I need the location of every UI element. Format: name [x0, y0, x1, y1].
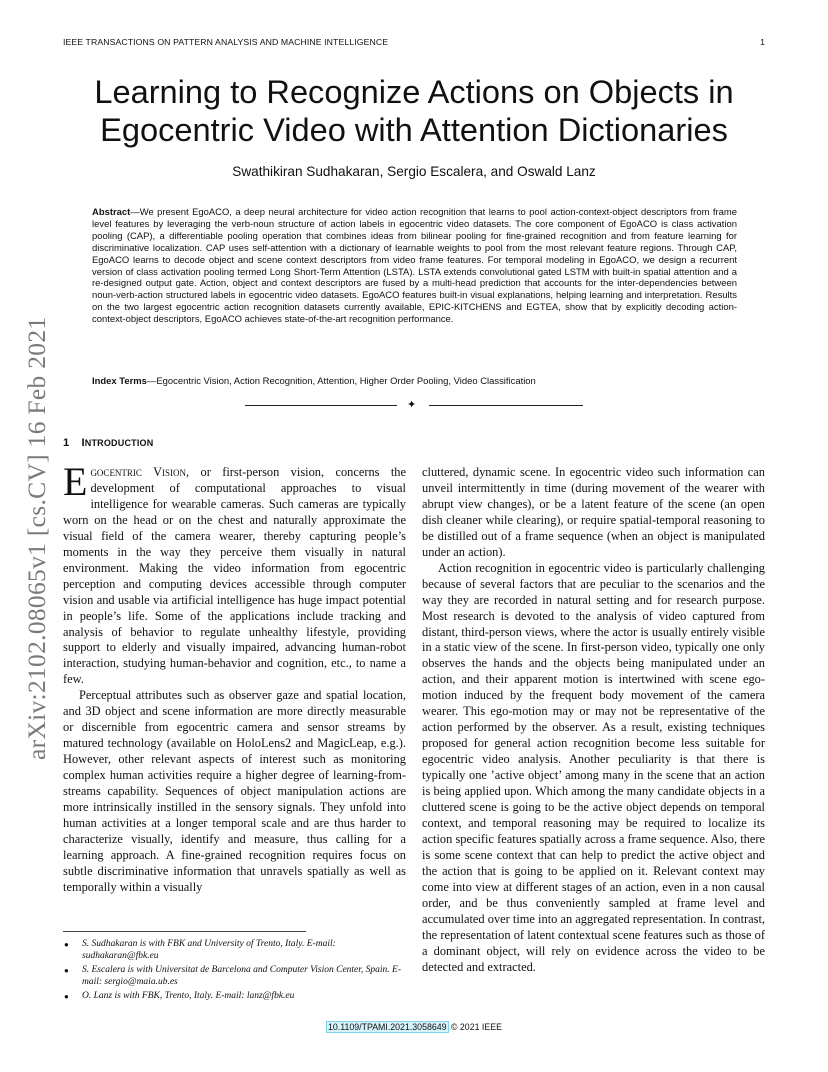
- divider-line-right: [429, 405, 583, 406]
- right-column: [422, 465, 765, 976]
- paragraph-2-continued: cluttered, dynamic scene. In egocentric video such information can unveil intermittently in time (during movement of the wearer with abrupt view changes), or be a latent feature of the scene (an open dish cleaner while clearing), or require spatial-temporal reasoning to be distilled out of a frame sequence (when an object is manipulated under an action).: [422, 465, 765, 559]
- section-heading: [63, 437, 153, 449]
- doi-link[interactable]: 10.1109/TPAMI.2021.3058649: [328, 1022, 447, 1032]
- doi-line: [0, 1022, 828, 1032]
- footnote-item: [63, 991, 408, 1003]
- divider-line-left: [245, 405, 397, 406]
- section-title-rest: NTRODUCTION: [84, 438, 154, 448]
- copyright-notice: © 2021 IEEE: [448, 1022, 502, 1032]
- abstract: [92, 207, 737, 326]
- diamond-ornament-icon: ✦: [407, 399, 417, 411]
- paragraph-3: Action recognition in egocentric video is particularly challenging because of several factors that are peculiar to the scenarios and the way they are recorded in natural setting and for research purpose. Most research is devoted to the analysis of video captured from distant, third-person views, where the actor is usually entirely visible in a static view of the scene. In first-person video, typically one only observes the hands and the objects being manipulated under an action, and their apparent motion is intertwined with scene ego-motion induced by the frequent body movement of the camera wearer. This ego-motion may or may not be representative of the action performed by the observer. As a result, existing techniques proposed for general action recognition become less suitable for egocentric video analysis. Another peculiarity is that there is typically one ’active object’ among many in the scene that an action is being applied upon. Which among the many candidate objects in a cluttered scene is going to be the active object depends on temporal context, and temporal reasoning may be required to localize its action specific features spatially across a frame sequence. Also, there is some scene context that can help to predict the active object and the action that is going to be applied on it. Relevant context may come into view at different stages of an action, even in a non causal order, and be thus conveniently sampled at frame level and accumulated over time into an aggregated representation. In contrast, the representation of latent contextual scene features such as those of a dominant object, will rely on evidence across the video to be detected and extracted.: [422, 560, 765, 974]
- paragraph-1: [63, 459, 406, 688]
- index-terms-text: —Egocentric Vision, Action Recognition, Attention, Higher Order Pooling, Video Classification: [146, 376, 536, 387]
- footnote-text: S. Sudhakaran is with FBK and University of Trento, Italy. E-mail: sudhakaran@fbk.eu: [82, 939, 336, 961]
- section-title-initial: I: [81, 437, 85, 449]
- journal-name: IEEE TRANSACTIONS ON PATTERN ANALYSIS AND MACHINE INTELLIGENCE: [63, 37, 389, 47]
- footnote-text: O. Lanz is with FBK, Trento, Italy. E-mail: lanz@fbk.eu: [82, 991, 295, 1002]
- bullet-icon: ●: [64, 966, 69, 976]
- footnote-item: [63, 965, 408, 988]
- footnote-text: S. Escalera is with Universitat de Barcelona and Computer Vision Center, Spain. E-mail: sergio@maia.ub.es: [82, 965, 402, 987]
- abstract-text: —We present EgoACO, a deep neural architecture for video action recognition that learns to pool action-context-object descriptors from frame level features by leveraging the verb-noun structure of action labels in egocentric video datasets. The core component of EgoACO is class activation pooling (CAP), a differentiable pooling operation that combines ideas from bilinear pooling for fine-grained recognition and from feature learning for discriminative localization. CAP uses self-attention with a dictionary of learnable weights to pool from the most relevant feature regions. Through CAP, EgoACO learns to decode object and scene context descriptors from video frame features. For temporal modeling in EgoACO, we design a recurrent version of class activation pooling termed Long Short-Term Attention (LSTA). LSTA extends convolutional gated LSTM with built-in spatial attention and a re-designed output gate. Action, object and context descriptors are fused by a multi-head prediction that accounts for the inter-dependencies between noun-verb-action structured labels in egocentric video datasets. EgoACO features built-in visual explanations, helping learning and interpretation. Results on the two largest egocentric action recognition datasets currently available, EPIC-KITCHENS and EGTEA, show that by explicitly decoding action-context-object descriptors, EgoACO achieves state-of-the-art recognition performance.: [92, 207, 737, 326]
- author-list: Swathikiran Sudhakaran, Sergio Escalera, and Oswald Lanz: [232, 164, 596, 179]
- page-number: 1: [760, 37, 765, 47]
- section-divider: [245, 399, 583, 411]
- left-column: [63, 459, 406, 896]
- paper-title: [40, 73, 788, 149]
- running-head: [63, 37, 765, 49]
- title-line-1: Learning to Recognize Actions on Objects in: [94, 73, 734, 110]
- paragraph-1-text: , or first-person vision, concerns the development of computational approaches to visual intelligence for wearable cameras. Such cameras are typically worn on the head or on the chest and naturally approximate the visual field of the camera wearer, thereby capturing people’s moments in the way they perceive them visually in natural environment. Making the video information from egocentric perception and computing devices accessible through computer vision and usable via artificial intelligence has huge impact potential in people’s life. Some of the applications include tracking and analysis of behavior to regulate unhealthy lifestyle, providing support to elderly and visually impaired, advancing human-robot interaction, studying human-behavior and cognition, etc., to name a few.: [63, 465, 406, 687]
- lead-smallcaps: gocentric Vision: [90, 465, 187, 479]
- section-number: 1: [63, 437, 70, 449]
- footnote-item: [63, 939, 408, 962]
- index-terms: [92, 376, 737, 388]
- footnote-rule: [63, 931, 306, 932]
- title-line-2: Egocentric Video with Attention Dictionaries: [100, 111, 728, 148]
- bullet-icon: ●: [64, 992, 69, 1002]
- footnotes: [63, 939, 408, 1006]
- bullet-icon: ●: [64, 940, 69, 949]
- paragraph-2: Perceptual attributes such as observer gaze and spatial location, and 3D object and scene information are more directly measurable or discernible from egocentric camera and sensor streams by matured technology (available on HoloLens2 and MagicLeap, e.g.). However, other relevant aspects of interest such as monitoring complex human activities require a higher degree of learning-from-streams capability. Sequences of object manipulation actions are more intrinsically instilled in the sensory signals. They unfold into human activities at a longer temporal scale and are thus harder to characterize visually, identify and measure, thus calling for a learning approach. A fine-grained recognition requires focus on subtle discriminative information that unravels spatially as well as temporally within a visually: [63, 688, 406, 894]
- abstract-label: Abstract: [92, 207, 131, 218]
- index-terms-label: Index Terms: [92, 376, 147, 387]
- drop-cap: E: [63, 459, 88, 504]
- arxiv-stamp: arXiv:2102.08065v1 [cs.CV] 16 Feb 2021: [22, 316, 51, 760]
